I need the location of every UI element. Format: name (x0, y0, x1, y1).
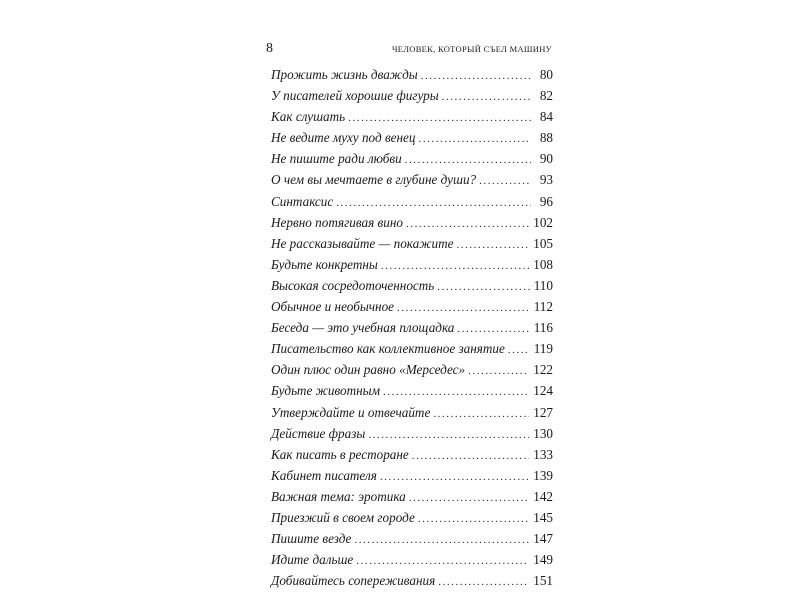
toc-entry (271, 528, 553, 549)
toc-entry-title: Идите дальше (271, 552, 354, 568)
dot-leader (397, 298, 530, 319)
dot-leader (383, 382, 529, 403)
toc-entry-title: Обычное и необычное (271, 299, 395, 315)
dot-leader (421, 66, 531, 87)
book-title: ЧЕЛОВЕК, КОТОРЫЙ СЪЕЛ МАШИНУ (391, 44, 552, 54)
dot-leader (419, 129, 531, 150)
toc-entry-title: Беседа — это учебная площадка (271, 320, 455, 336)
toc-entry-title: Нервно потягивая вино (271, 214, 403, 230)
dot-leader (348, 108, 531, 129)
toc-entry-page: 145 (533, 509, 553, 525)
toc-entry-page: 80 (539, 67, 553, 82)
dot-leader (405, 150, 531, 171)
toc-entry-page: 105 (533, 235, 553, 251)
toc-entry-page: 110 (533, 277, 553, 293)
toc-entry-page: 149 (533, 552, 553, 568)
toc-entry-title: Будьте животным (271, 383, 381, 399)
dot-leader (354, 530, 529, 551)
toc-entry (271, 486, 553, 507)
toc-entry-title: Не пишите ради любви (271, 151, 402, 167)
toc-entry-page: 133 (533, 446, 553, 462)
toc-entry-page: 84 (539, 109, 553, 125)
toc-entry-title: Добивайтесь сопереживания (271, 573, 436, 589)
toc-entry-title: Пишите везде (271, 531, 352, 547)
toc-entry (271, 85, 553, 106)
toc-entry-title: Не ведите муху под венец (271, 130, 416, 146)
toc-entry-title: Будьте конкретны (271, 256, 378, 272)
toc-entry-page: 93 (539, 172, 553, 188)
toc-entry (271, 465, 553, 486)
toc-entry-title: Действие фразы (271, 425, 366, 441)
toc-entry-page: 108 (533, 256, 553, 272)
toc-entry-page: 139 (533, 467, 553, 483)
toc-entry-title: Один плюс один равно «Мерседес» (271, 362, 466, 378)
toc-entry (271, 402, 553, 423)
toc-entry-title: У писателей хорошие фигуры (271, 88, 439, 104)
toc-entry-title: Высокая сосредоточенность (271, 277, 435, 293)
toc-entry (271, 64, 553, 85)
dot-leader (368, 425, 529, 446)
toc-entry-title: Приезжий в своем городе (271, 509, 415, 525)
toc-entry-title: Синтаксис (271, 193, 334, 209)
toc-entry (271, 423, 553, 444)
dot-leader (468, 361, 529, 382)
toc-entry (271, 296, 553, 317)
toc-entry-page: 96 (539, 193, 553, 209)
dot-leader (412, 446, 529, 467)
dot-leader (336, 193, 531, 214)
toc-entry-page: 88 (539, 130, 553, 146)
toc-entry-page: 82 (539, 88, 553, 104)
dot-leader (380, 467, 529, 488)
running-head (266, 41, 552, 57)
toc-entry-title: Важная тема: эротика (271, 488, 406, 504)
toc-entry-title: Прожить жизнь дважды (271, 67, 418, 82)
dot-leader (418, 509, 529, 530)
dot-leader (508, 340, 530, 361)
toc-entry (271, 191, 553, 212)
toc-entry (271, 359, 553, 380)
toc-entry-title: О чем вы мечтаете в глубине души? (271, 172, 477, 188)
toc-entry (271, 275, 553, 296)
dot-leader (437, 277, 529, 298)
toc-entry (271, 549, 553, 570)
toc-entry (271, 507, 553, 528)
toc-entry (271, 570, 553, 591)
toc-entry (271, 317, 553, 338)
dot-leader (438, 572, 529, 593)
toc-entry (271, 380, 553, 401)
dot-leader (442, 87, 531, 108)
dot-leader (457, 319, 529, 340)
toc-entry-page: 142 (533, 488, 553, 504)
toc-entry-title: Утверждайте и отвечайте (271, 404, 431, 420)
toc-entry-page: 122 (533, 362, 553, 378)
dot-leader (479, 171, 531, 192)
dot-leader (381, 256, 529, 277)
toc-entry (271, 148, 553, 169)
dot-leader (456, 235, 529, 256)
toc-entry-title: Кабинет писателя (271, 467, 377, 483)
toc-entry-page: 124 (533, 383, 553, 399)
toc-entry (271, 254, 553, 275)
toc-entry (271, 212, 553, 233)
toc-entry-page: 127 (533, 404, 553, 420)
dot-leader (406, 214, 529, 235)
toc-entry (271, 233, 553, 254)
toc-entry-page: 130 (533, 425, 553, 441)
toc-entry (271, 127, 553, 148)
toc-entry-page: 102 (533, 214, 553, 230)
dot-leader (409, 488, 529, 509)
toc-entry-page: 112 (533, 299, 553, 315)
toc-entry-title: Писательство как коллективное занятие (271, 341, 505, 357)
page-number: 8 (266, 41, 273, 56)
toc-entry-page: 116 (533, 320, 553, 336)
toc-entry-title: Как писать в ресторане (271, 446, 409, 462)
toc-entry-title: Как слушать (271, 109, 346, 125)
toc-entry (271, 338, 553, 359)
toc-entry-page: 119 (533, 341, 553, 357)
toc-entry-page: 147 (533, 531, 553, 547)
toc-entry-page: 90 (539, 151, 553, 167)
toc-entry (271, 169, 553, 190)
toc-entry-page: 151 (533, 573, 553, 589)
dot-leader (433, 404, 529, 425)
toc-entry (271, 444, 553, 465)
table-of-contents (271, 64, 553, 591)
toc-entry (271, 106, 553, 127)
toc-entry-title: Не рассказывайте — покажите (271, 235, 454, 251)
dot-leader (356, 551, 529, 572)
